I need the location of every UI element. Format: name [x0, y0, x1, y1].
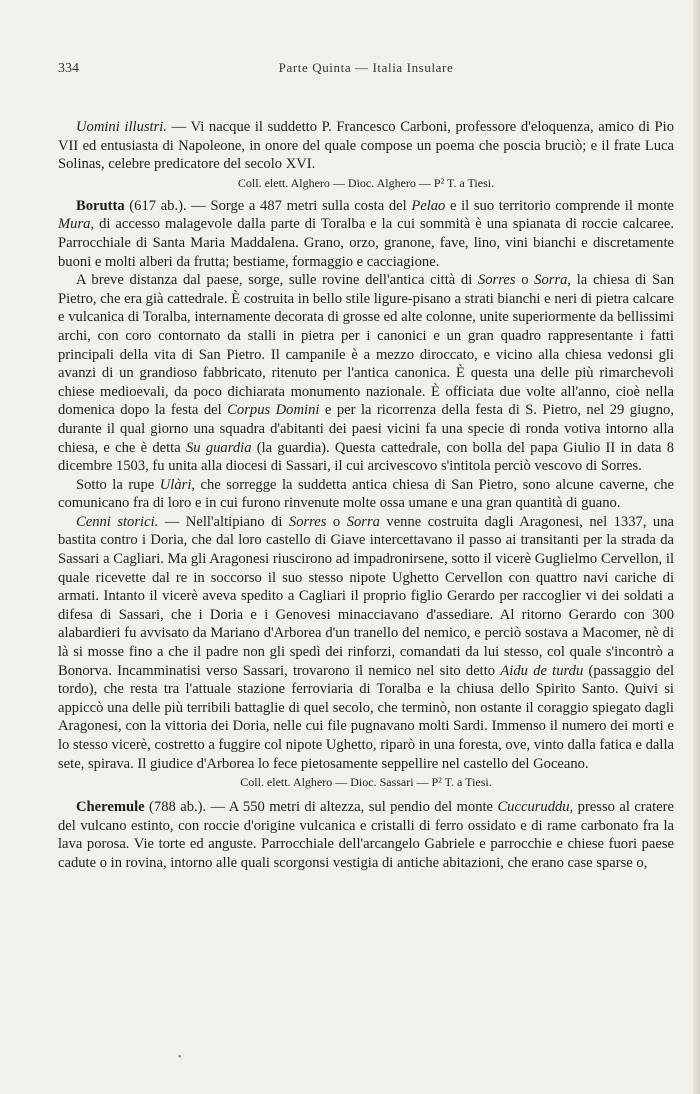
heading-uomini-illustri: Uomini illustri.	[76, 119, 167, 135]
heading-cenni-storici: Cenni storici.	[76, 513, 159, 530]
note-borutta: Coll. elett. Alghero — Dioc. Sassari — P² T. a Tiesi.	[240, 775, 492, 790]
page-edge-shadow	[693, 0, 700, 1094]
paragraph-cheremule: Cheremule (788 ab.). — A 550 metri di altezza, sul pendio del monte Cuccuruddu, presso al cratere del vulcano estinto, con roccie d'origine vulcanica e cristalli di ferro ossidato e di rame carbonato fra la lava porosa. Vie torte ed anguste. Parrocchiale dell'arcangelo Gabriele e parrocchie e chiese fuori paese cadute o in rovina, intorno alle quali scorgonsi vestigia di antiche abitazioni, che erano case sparse o,	[58, 799, 674, 871]
footer-mark: •	[178, 1052, 182, 1063]
page-header	[58, 60, 674, 82]
paragraph-san-pietro: A breve distanza dal paese, sorge, sulle rovine dell'antica città di Sorres o Sorra, la chiesa di San Pietro, che era già cattedrale. È costruita in bello stile ligure-pisano a strati bianchi e neri di pietra calcare e vulcanica di Toralba, internamente decorata di grosse ed alte colonne, unite superiormente da bellissimi archi, con coro contornato da stalli in pietra per i canonici e un gran quadro rappresentante i fatti principali della vita di San Pietro. Il campanile è a mezzo diroccato, e vicino alla chiesa vedonsi gli avanzi di un grandioso fabbricato, ritenuto per l'antica canonica. È questa una delle più rimarchevoli chiese medioevali, da poco dichiarata monumento nazionale. È officiata due volte all'anno, cioè nella domenica dopo la festa del Corpus Domini e per la ricorrenza della festa di S. Pietro, nel 29 giugno, durante il qual giorno una squadra d'abitanti dei paesi vicini fa una specie di ronda votiva intorno alla chiesa, e che è detta Su guardia (la guardia). Questa cattedrale, con bolla del papa Giulio II in data 8 dicembre 1503, fu unita alla diocesi di Sassari, il cui arcivescovo s'intitola perciò vescovo di Sorres.	[58, 272, 675, 475]
book-page	[58, 60, 674, 873]
paragraph-borutta: Borutta (617 ab.). — Sorge a 487 metri sulla costa del Pelao e il suo territorio comprende il monte Mura, di accesso malagevole dalla parte di Toralba e la cui sommità è una spianata di roccie calcaree. Parrocchiale di Santa Maria Maddalena. Grano, orzo, granone, fave, lino, vini bianchi e discretamente buoni e molti alberi da frutta; bestiame, formaggio e cacciagione.	[58, 197, 674, 270]
paragraph-cenni-storici: Cenni storici. — Nell'altipiano di Sorres o Sorra venne costruita dagli Aragonesi, nel 1337, una bastita contro i Doria, che dal loro castello di Giave intercettavano il passo ai transitanti per la strada da Sassari a Cagliari. Ma gli Aragonesi riuscirono ad impadronirsene, sotto il vicerè Guglielmo Cervellon, il quale ricevette dal re in soccorso il suo stesso nipote Ughetto Cervellon con quattro navi cariche di armati. Intanto il vicerè aveva spedito a Cagliari il proprio figlio Gerardo per raccoglier vi dei soldati a difesa di Sassari, che i Doria e i Genovesi minacciavano d'assediare. Al ritorno Gerardo con 300 alabardieri fu avvisato da Mariano d'Arborea d'un tranello del nemico, e perciò sostava a Macomer, nè di là si mosse fino a che il padre non gli spedì dei rinforzi, comandati da lui stesso, col quale s'incontrò a Bonorva. Incamminatisi verso Sassari, trovarono il nemico nel sito detto Aidu de turdu (passaggio del tordo), che resta tra l'attuale stazione ferroviaria di Toralba e la chiusa dello Spirito Santo. Quivi si appiccò una delle più terribili battaglie di quel secolo, che terminò, non ostante il coraggio spiegato dagli Aragonesi, con la vittoria dei Doria, nelle cui file pugnavano molti Sardi. Immenso il numero dei morti e lo stesso vicerè, costretto a fuggire col nipote Ughetto, riparò in una foresta, ove, vinto dalla fatica e dalla sete, spirava. Il giudice d'Arborea lo fece pietosamente seppellire nel castello del Goceano.	[58, 513, 674, 772]
paragraph-ulari: Sotto la rupe Ulàri, che sorregge la suddetta antica chiesa di San Pietro, sono alcune caverne, che comunicano fra di loro e in cui furono rinvenute molte ossa umane e una gran quantità di guano.	[58, 476, 674, 512]
note-uomini: Coll. elett. Alghero — Dioc. Alghero — P² T. a Tiesi.	[237, 175, 495, 190]
running-title: Parte Quinta — Italia Insulare	[278, 60, 454, 75]
page-content	[58, 118, 674, 873]
page-number: 334	[58, 61, 79, 76]
paragraph-uomini-illustri: Uomini illustri. — Vi nacque il suddetto P. Francesco Carboni, professore d'eloquenza, amico di Pio VII ed entusiasta di Napoleone, in onore del quale compose un poema che poscia bruciò; e il frate Luca Solinas, celebre predicatore del secolo XVI.	[58, 119, 674, 173]
entry-name-borutta: Borutta	[76, 197, 125, 214]
entry-name-cheremule: Cheremule	[76, 799, 145, 816]
